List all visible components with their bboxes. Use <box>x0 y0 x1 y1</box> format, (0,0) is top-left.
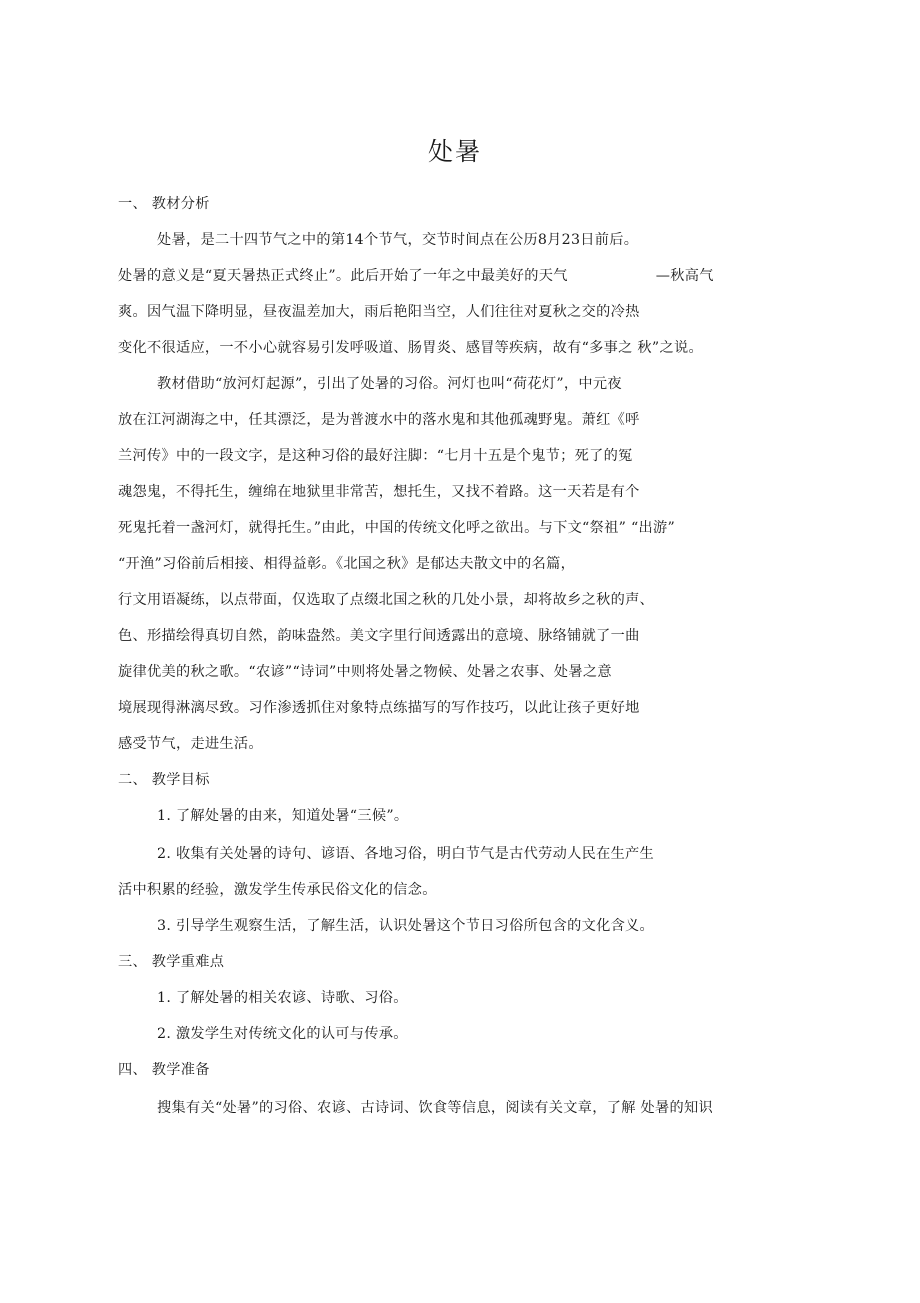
page-title: 处暑 <box>427 137 482 166</box>
paragraph-line: 魂怨鬼，不得托生，缠绵在地狱里非常苦，想托生，又找不着路。这一天若是有个 <box>118 484 640 500</box>
list-item: 1. 了解处暑的由来，知道处暑“三候”。 <box>157 808 409 824</box>
section-heading-3: 三、 教学重难点 <box>118 954 225 970</box>
paragraph-line: 放在江河湖海之中，任其漂泛，是为普渡水中的落水鬼和其他孤魂野鬼。萧红《呼 <box>118 412 640 428</box>
paragraph-line: “开渔”习俗前后相接、相得益彰。《北国之秋》是郁达夫散文中的名篇， <box>118 556 576 572</box>
list-item: 1. 了解处暑的相关农谚、诗歌、习俗。 <box>157 990 408 1006</box>
paragraph-line: 行文用语凝练，以点带面，仅选取了点缀北国之秋的几处小景，却将故乡之秋的声、 <box>118 592 655 608</box>
paragraph-line: 兰河传》中的一段文字，是这种习俗的最好注脚：“七月十五是个鬼节；死了的冤 <box>118 448 633 464</box>
paragraph-line: 色、形描绘得真切自然，韵味盎然。美文字里行间透露出的意境、脉络铺就了一曲 <box>118 628 640 644</box>
list-item: 2. 激发学生对传统文化的认可与传承。 <box>157 1026 408 1042</box>
paragraph-line: 处暑的意义是“夏天暑热正式终止”。此后开始了一年之中最美好的天气 —秋高气 <box>118 268 714 284</box>
paragraph-line: 变化不很适应，一不小心就容易引发呼吸道、肠胃炎、感冒等疾病，故有“多事之 秋”之说。 <box>118 340 703 356</box>
paragraph-line: 感受节气，走进生活。 <box>118 736 263 752</box>
paragraph-line: 境展现得淋漓尽致。习作渗透抓住对象特点练描写的写作技巧，以此让孩子更好地 <box>118 700 640 716</box>
paragraph-line: 旋律优美的秋之歌。“农谚”“诗词”中则将处暑之物候、处暑之农事、处暑之意 <box>118 664 612 680</box>
paragraph-line: 搜集有关“处暑”的习俗、农谚、古诗词、饮食等信息，阅读有关文章，了解 处暑的知识 <box>157 1100 713 1116</box>
section-heading-1: 一、 教材分析 <box>118 196 210 212</box>
paragraph-line: 爽。因气温下降明显，昼夜温差加大，雨后艳阳当空，人们往往对夏秋之交的冷热 <box>118 304 640 320</box>
list-item: 2. 收集有关处暑的诗句、谚语、各地习俗，明白节气是古代劳动人民在生产生 <box>157 846 655 862</box>
section-heading-2: 二、 教学目标 <box>118 772 210 788</box>
paragraph-line: 处暑，是二十四节气之中的第14个节气，交节时间点在公历8月23日前后。 <box>157 232 639 248</box>
paragraph-line: 死鬼托着一盏河灯，就得托生。”由此，中国的传统文化呼之欲出。与下文“祭祖” “出游” <box>118 520 676 536</box>
section-heading-4: 四、 教学准备 <box>118 1062 210 1078</box>
list-item: 3. 引导学生观察生活，了解生活，认识处暑这个节日习俗所包含的文化含义。 <box>157 918 655 934</box>
paragraph-line: 教材借助“放河灯起源”，引出了处暑的习俗。河灯也叫“荷花灯”，中元夜 <box>157 376 622 392</box>
list-item-continuation: 活中积累的经验，激发学生传承民俗文化的信念。 <box>118 882 437 898</box>
